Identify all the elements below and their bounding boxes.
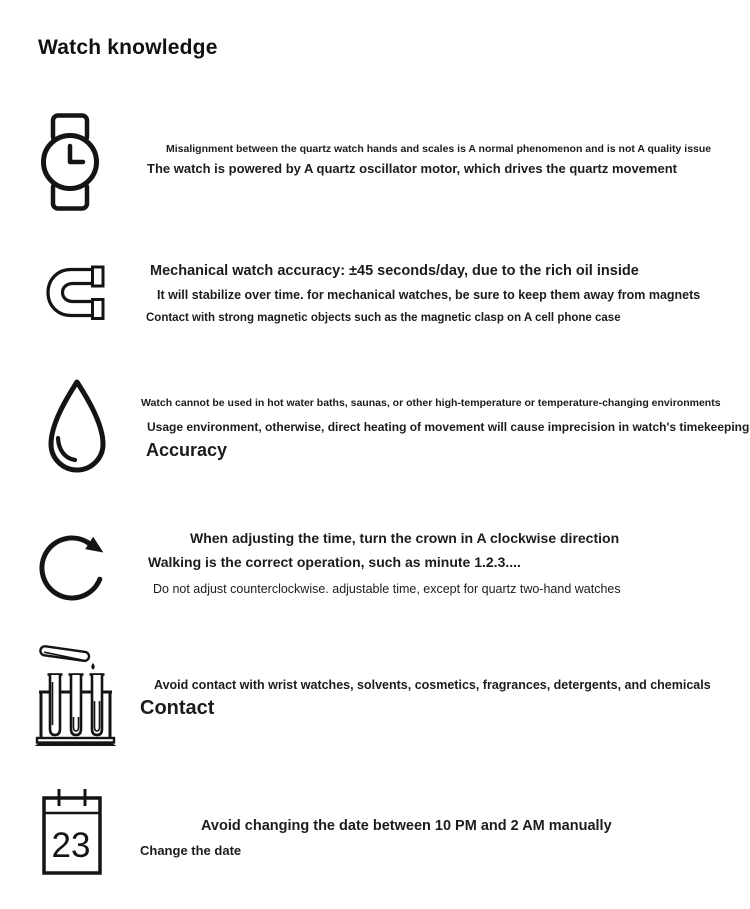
calendar-icon [40, 787, 104, 877]
note-avoid-date-change: Avoid changing the date between 10 PM and 2 AM manually [201, 818, 612, 834]
note-clockwise-direction: When adjusting the time, turn the crown in A clockwise direction [190, 530, 620, 546]
magnet-icon [44, 264, 106, 322]
note-avoid-chemicals: Avoid contact with wrist watches, solvents, cosmetics, fragrances, detergents, and chemicals [154, 678, 711, 692]
label-accuracy: Accuracy [146, 440, 228, 460]
test-tubes-icon [34, 645, 118, 747]
note-usage-environment: Usage environment, otherwise, direct heating of movement will cause imprecision in watch's timekeeping [147, 420, 750, 434]
note-mechanical-accuracy: Mechanical watch accuracy: ±45 seconds/day, due to the rich oil inside [150, 263, 639, 279]
rotate-clockwise-icon [35, 517, 111, 607]
label-change-the-date: Change the date [140, 843, 242, 858]
note-quartz-motor: The watch is powered by A quartz oscillator motor, which drives the quartz movement [147, 161, 677, 176]
note-correct-operation: Walking is the correct operation, such as minute 1.2.3.... [148, 554, 521, 570]
water-drop-icon [42, 377, 112, 479]
note-hot-water: Watch cannot be used in hot water baths, saunas, or other high-temperature or temperature-changing environments [141, 397, 721, 409]
calendar-day-number: 23 [51, 826, 91, 865]
note-magnet-warning: It will stabilize over time. for mechanical watches, be sure to keep them away from magnets [157, 288, 701, 302]
note-no-counterclockwise: Do not adjust counterclockwise. adjustable time, except for quartz two-hand watches [153, 582, 621, 596]
note-magnetic-objects: Contact with strong magnetic objects such as the magnetic clasp on A cell phone case [146, 312, 621, 324]
wristwatch-icon [40, 113, 100, 211]
note-quartz-misalignment: Misalignment between the quartz watch hands and scales is A normal phenomenon and is not A quality issue [166, 143, 712, 155]
page-title: Watch knowledge [38, 36, 218, 59]
label-contact: Contact [140, 697, 215, 719]
